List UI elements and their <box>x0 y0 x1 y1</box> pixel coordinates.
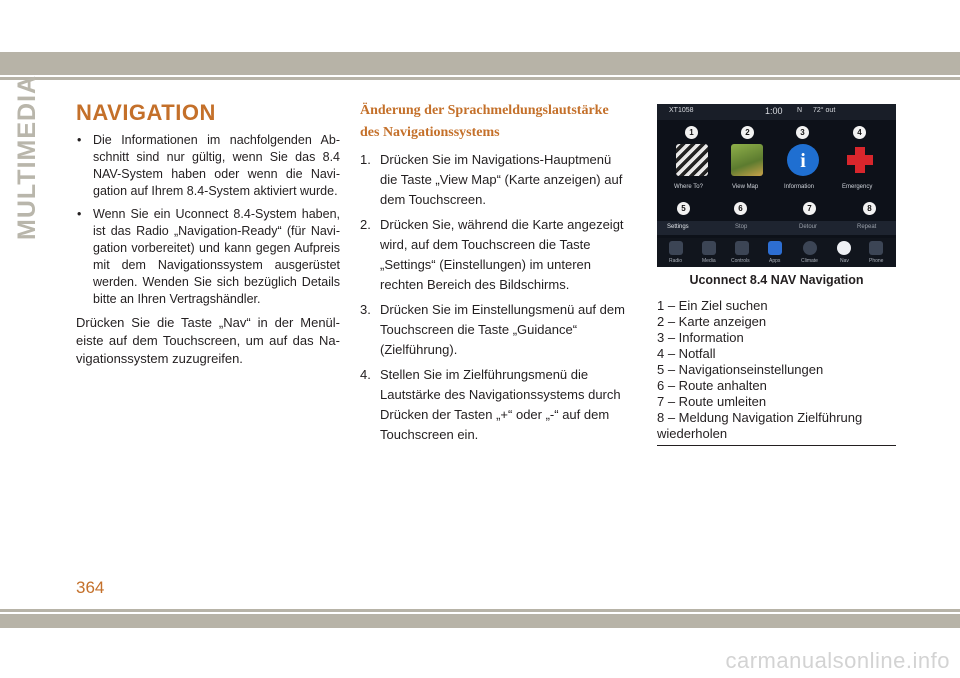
dock-label: Nav <box>840 258 849 264</box>
media-icon <box>702 241 716 255</box>
nav-screen-illustration <box>657 104 896 267</box>
bottom-band <box>0 614 960 628</box>
step-number: 3. <box>360 302 371 317</box>
legend-item: 5 – Navigationseinstellungen <box>657 362 824 377</box>
page-number: 364 <box>76 578 105 597</box>
left-column <box>76 132 340 368</box>
step-item <box>360 215 628 295</box>
bullet-item <box>76 132 340 200</box>
screen-status-bar <box>657 104 896 120</box>
step-text: Drücken Sie im Einstellungsmenü auf dem Touchscreen die Taste „Guidance“ (Zielführung). <box>380 302 625 357</box>
bullet-symbol: • <box>77 207 82 221</box>
status-device: XT1058 <box>669 107 694 114</box>
tile-label: View Map <box>732 184 759 190</box>
marker-4: 4 <box>853 126 866 139</box>
climate-icon <box>803 241 817 255</box>
legend-rule <box>657 445 896 446</box>
step-number: 4. <box>360 367 371 382</box>
legend-item: 1 – Ein Ziel suchen <box>657 298 768 313</box>
dock-label: Apps <box>769 258 781 264</box>
step-item <box>360 150 628 210</box>
settings-button: Settings <box>667 224 689 230</box>
bullet-item <box>76 206 340 308</box>
marker-3: 3 <box>796 126 809 139</box>
dock-label: Controls <box>731 258 750 264</box>
status-time: 1:00 <box>765 106 783 116</box>
repeat-button: Repeat <box>857 224 877 230</box>
dock-label: Phone <box>869 258 884 264</box>
tile-label: Where To? <box>674 184 703 190</box>
page-heading: NAVIGATION <box>76 100 216 125</box>
screen-button-bar <box>657 221 896 235</box>
step-number: 2. <box>360 217 371 232</box>
svg-text:i: i <box>800 150 806 172</box>
checkered-flag-icon <box>676 144 708 176</box>
sub-heading: Änderung der Sprachmeldungslautstärke des Navigationssystems <box>360 103 609 140</box>
marker-7: 7 <box>803 202 816 215</box>
legend-item: 7 – Route umleiten <box>657 394 767 409</box>
legend-item: 2 – Karte anzeigen <box>657 314 767 329</box>
bullet-text: Wenn Sie ein Uconnect 8.4-System haben, ist das Radio „Navigation-Ready“ (für Navi-gation vorbereitet) und kann gegen Aufpreis mit dem Navigationssystem ausgerüstet werden. Wenden Sie sich bezüglich Details bitte an Ihren Vertragshändler. <box>93 207 340 306</box>
top-rule <box>0 77 960 80</box>
bullet-symbol: • <box>77 133 82 147</box>
tile-label: Information <box>784 184 815 190</box>
middle-column <box>360 100 628 450</box>
step-item <box>360 365 628 445</box>
screen-dock <box>657 238 896 267</box>
marker-1: 1 <box>685 126 698 139</box>
legend-item: 4 – Notfall <box>657 346 716 361</box>
step-text: Stellen Sie im Zielführungsmenü die Lautstärke des Navigationssystems durch Drücken der Tasten „+“ oder „-“ auf dem Touchscreen ein. <box>380 367 621 442</box>
marker-2: 2 <box>741 126 754 139</box>
controls-icon <box>735 241 749 255</box>
dock-label: Climate <box>801 258 818 264</box>
legend-item: 3 – Information <box>657 330 744 345</box>
status-temperature: 72° out <box>813 107 836 114</box>
section-side-label: MULTIMEDIA <box>13 74 41 240</box>
tile-label: Emergency <box>842 184 873 190</box>
map-icon <box>731 144 763 176</box>
figure-legend <box>657 298 896 442</box>
bullet-text: Die Informationen im nachfolgenden Ab-schnitt sind nur gültig, wenn Sie das 8.4 NAV-System haben oder wenn die Navi-gation auf Ihrem 8.4-System aktiviert wurde. <box>93 133 340 198</box>
top-band <box>0 52 960 75</box>
intro-paragraph: Drücken Sie die Taste „Nav“ in der Menül-eiste auf dem Touchscreen, um auf das Na-vigationssystem zuzugreifen. <box>76 315 340 366</box>
apps-icon <box>768 241 782 255</box>
legend-item: 6 – Route anhalten <box>657 378 767 393</box>
phone-icon <box>869 241 883 255</box>
marker-8: 8 <box>863 202 876 215</box>
cross-icon <box>844 144 876 176</box>
status-heading: N <box>797 107 803 114</box>
step-number: 1. <box>360 152 371 167</box>
dock-label: Radio <box>669 258 683 264</box>
step-text: Drücken Sie im Navigations-Hauptmenü die Taste „View Map“ (Karte anzeigen) auf dem Touchscreen. <box>380 152 623 207</box>
detour-button: Detour <box>799 224 818 230</box>
step-item <box>360 300 628 360</box>
marker-6: 6 <box>734 202 747 215</box>
info-icon <box>787 144 819 176</box>
radio-icon <box>669 241 683 255</box>
bottom-rule <box>0 609 960 612</box>
figure-caption: Uconnect 8.4 NAV Navigation <box>689 273 864 287</box>
step-text: Drücken Sie, während die Karte angezeigt wird, auf dem Touchscreen die Taste „Settings“ (Einstellungen) im unteren rechten Bereich des Bildschirms. <box>380 217 624 292</box>
legend-item: 8 – Meldung Navigation Zielführung wiederholen <box>657 410 863 441</box>
nav-icon <box>837 241 851 255</box>
marker-5: 5 <box>677 202 690 215</box>
stop-button: Stop <box>735 224 748 230</box>
dock-label: Media <box>702 258 716 264</box>
watermark-text: carmanualsonline.info <box>725 648 950 673</box>
